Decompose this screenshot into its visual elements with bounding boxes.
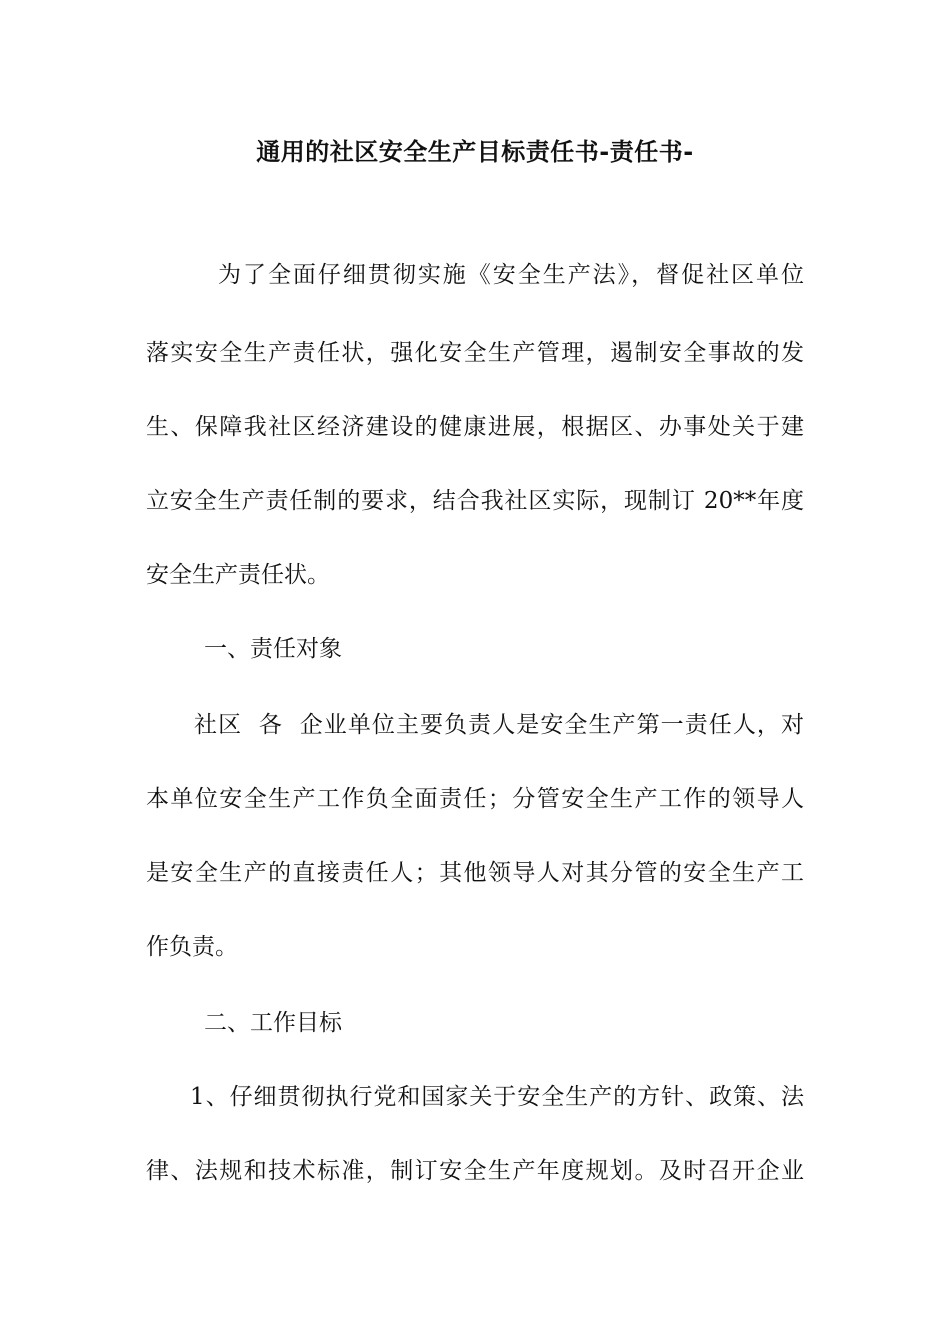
section-heading: 二、工作目标 — [204, 1010, 342, 1036]
paragraph-line: 落实安全生产责任状，强化安全生产管理，遏制安全事故的发 — [146, 340, 804, 366]
section-heading: 一、责任对象 — [204, 636, 342, 662]
paragraph-line: 作负责。 — [146, 934, 238, 960]
paragraph-line: 是安全生产的直接责任人；其他领导人对其分管的安全生产工 — [146, 860, 804, 886]
paragraph-line: 为了全面仔细贯彻实施《安全生产法》，督促社区单位 — [218, 262, 804, 288]
paragraph-line: 生、保障我社区经济建设的健康进展，根据区、办事处关于建 — [146, 414, 804, 440]
document-title: 通用的社区安全生产目标责任书-责任书- — [256, 138, 694, 166]
paragraph-line: 本单位安全生产工作负全面责任；分管安全生产工作的领导人 — [146, 786, 804, 812]
paragraph-line: 社区 各 企业单位主要负责人是安全生产第一责任人，对 — [194, 712, 804, 738]
paragraph-line: 1、仔细贯彻执行党和国家关于安全生产的方针、政策、法 — [190, 1084, 804, 1110]
paragraph-line: 立安全生产责任制的要求，结合我社区实际，现制订 20**年度 — [146, 488, 804, 514]
paragraph-line: 律、法规和技术标准，制订安全生产年度规划。及时召开企业 — [146, 1158, 804, 1184]
paragraph-line: 安全生产责任状。 — [146, 562, 330, 588]
